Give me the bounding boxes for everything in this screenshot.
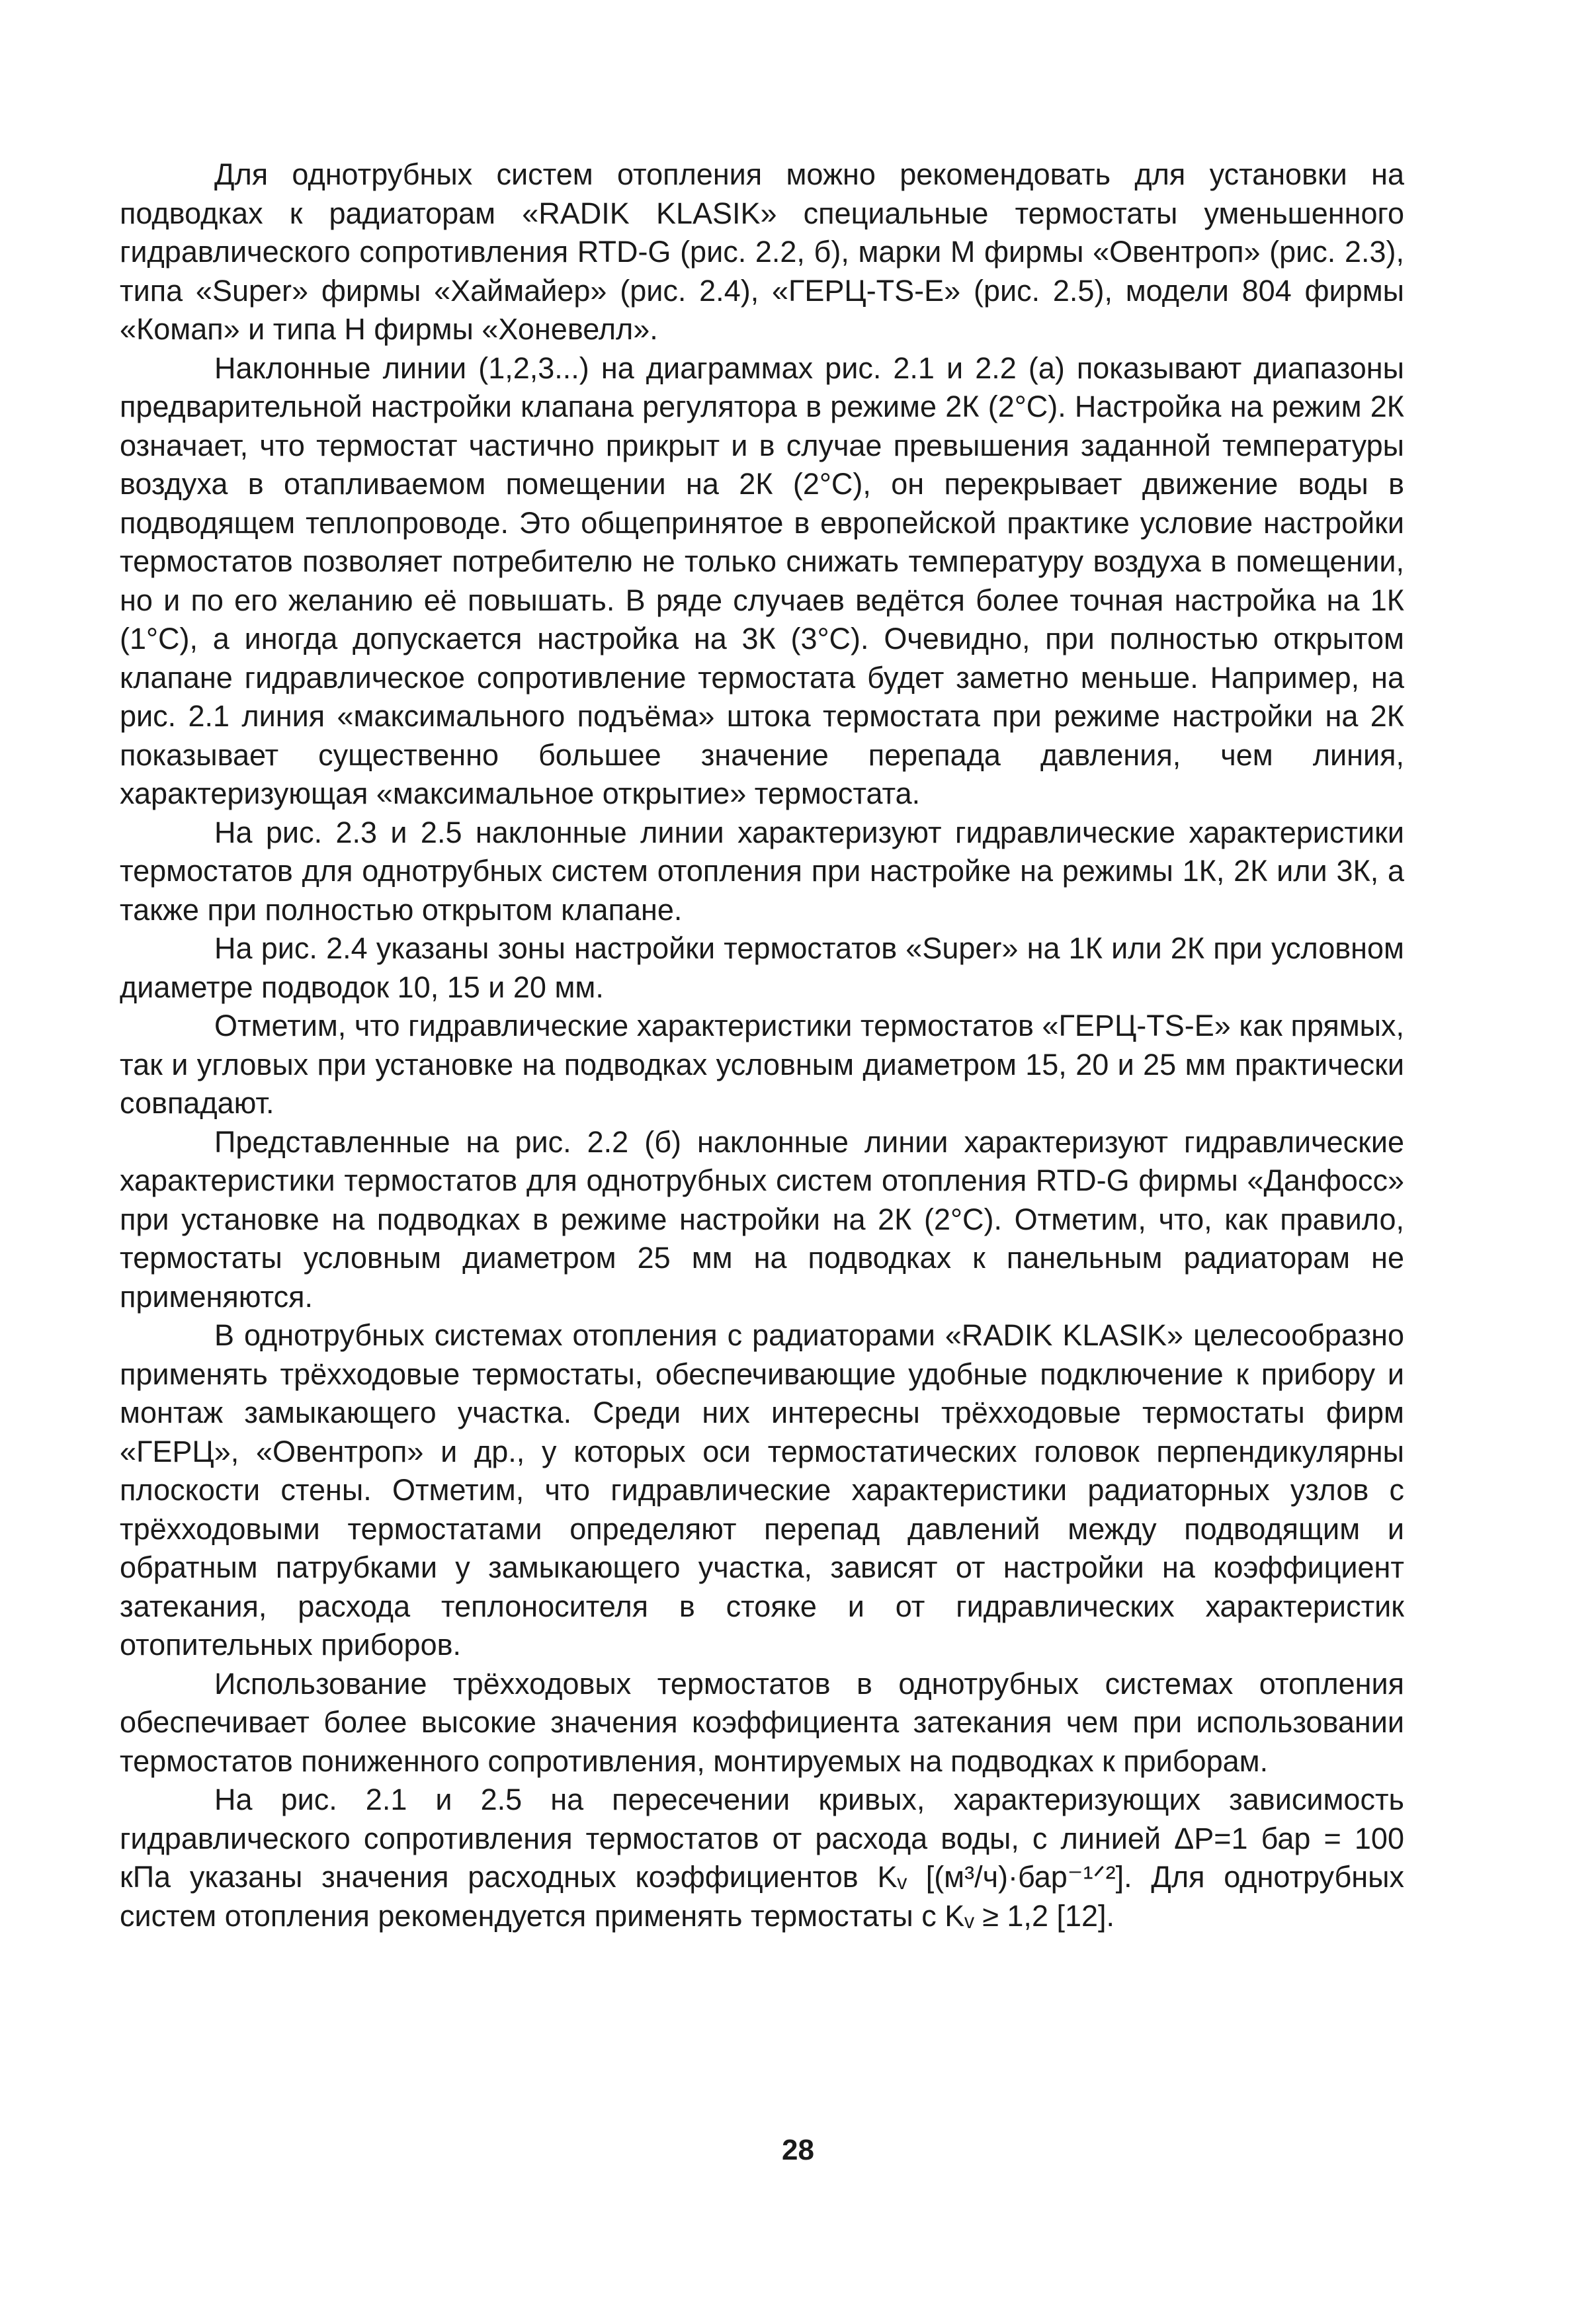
paragraph: На рис. 2.1 и 2.5 на пересечении кривых, характеризующих зависимость гидравлического сопротивления термостатов от расхода воды, с линией ΔР=1 бар = 100 кПа указаны значения расходных коэффициентов Kᵥ [(м³/ч)·бар⁻¹ᐟ²]. Для однотрубных систем отопления рекомендуется применять термостаты с Kᵥ ≥ 1,2 [12]. <box>120 1783 1404 1933</box>
document-body <box>120 155 1404 1935</box>
paragraph: Отметим, что гидравлические характеристики термостатов «ГЕРЦ-TS-E» как прямых, так и угловых при установке на подводках условным диаметром 15, 20 и 25 мм практически совпадают. <box>120 1009 1404 1120</box>
paragraph: Наклонные линии (1,2,3...) на диаграммах рис. 2.1 и 2.2 (а) показывают диапазоны предварительной настройки клапана регулятора в режиме 2К (2°С). Настройка на режим 2К означает, что термостат частично прикрыт и в случае превышения заданной температуры воздуха в отапливаемом помещении на 2К (2°С), он перекрывает движение воды в подводящем теплопроводе. Это общепринятое в европейской практике условие настройки термостатов позволяет потребителю не только снижать температуру воздуха в помещении, но и по его желанию её повышать. В ряде случаев ведётся более точная настройка на 1К (1°С), а иногда допускается настройка на 3К (3°С). Очевидно, при полностью открытом клапане гидравлическое сопротивление термостата будет заметно меньше. Например, на рис. 2.1 линия «максимального подъёма» штока термостата при режиме настройки на 2К показывает существенно большее значение перепада давления, чем линия, характеризующая «максимальное открытие» термостата. <box>120 351 1404 810</box>
paragraph: Представленные на рис. 2.2 (б) наклонные линии характеризуют гидравлические характеристики термостатов для однотрубных систем отопления RTD-G фирмы «Данфосс» при установке на подводках в режиме настройки на 2К (2°С). Отметим, что, как правило, термостаты условным диаметром 25 мм на подводках к панельным радиаторам не применяются. <box>120 1124 1404 1314</box>
paragraph: Для однотрубных систем отопления можно рекомендовать для установки на подводках к радиаторам «RADIK KLASIK» специальные термостаты уменьшенного гидравлического сопротивления RTD-G (рис. 2.2, б), марки М фирмы «Овентроп» (рис. 2.3), типа «Super» фирмы «Хаймайер» (рис. 2.4), «ГЕРЦ-TS-E» (рис. 2.5), модели 804 фирмы «Комап» и типа Н фирмы «Хоневелл». <box>120 157 1404 346</box>
paragraph: На рис. 2.3 и 2.5 наклонные линии характеризуют гидравлические характеристики термостатов для однотрубных систем отопления при настройке на режимы 1К, 2К или 3К, а также при полностью открытом клапане. <box>120 815 1404 927</box>
page-number: 28 <box>782 2134 814 2166</box>
paragraph: В однотрубных системах отопления с радиаторами «RADIK KLASIK» целесообразно применять трёхходовые термостаты, обеспечивающие удобные подключение к прибору и монтаж замыкающего участка. Среди них интересны трёхходовые термостаты фирм «ГЕРЦ», «Овентроп» и др., у которых оси термостатических головок перпендикулярны плоскости стены. Отметим, что гидравлические характеристики радиаторных узлов с трёхходовыми термостатами определяют перепад давлений между подводящим и обратным патрубками у замыкающего участка, зависят от настройки на коэффициент затекания, расхода теплоносителя в стояке и от гидравлических характеристик отопительных приборов. <box>120 1318 1404 1662</box>
paragraph: На рис. 2.4 указаны зоны настройки термостатов «Super» на 1К или 2К при условном диаметре подводок 10, 15 и 20 мм. <box>120 931 1404 1004</box>
paragraph: Использование трёхходовых термостатов в однотрубных системах отопления обеспечивает более высокие значения коэффициента затекания чем при использовании термостатов пониженного сопротивления, монтируемых на подводках к приборам. <box>120 1666 1404 1778</box>
